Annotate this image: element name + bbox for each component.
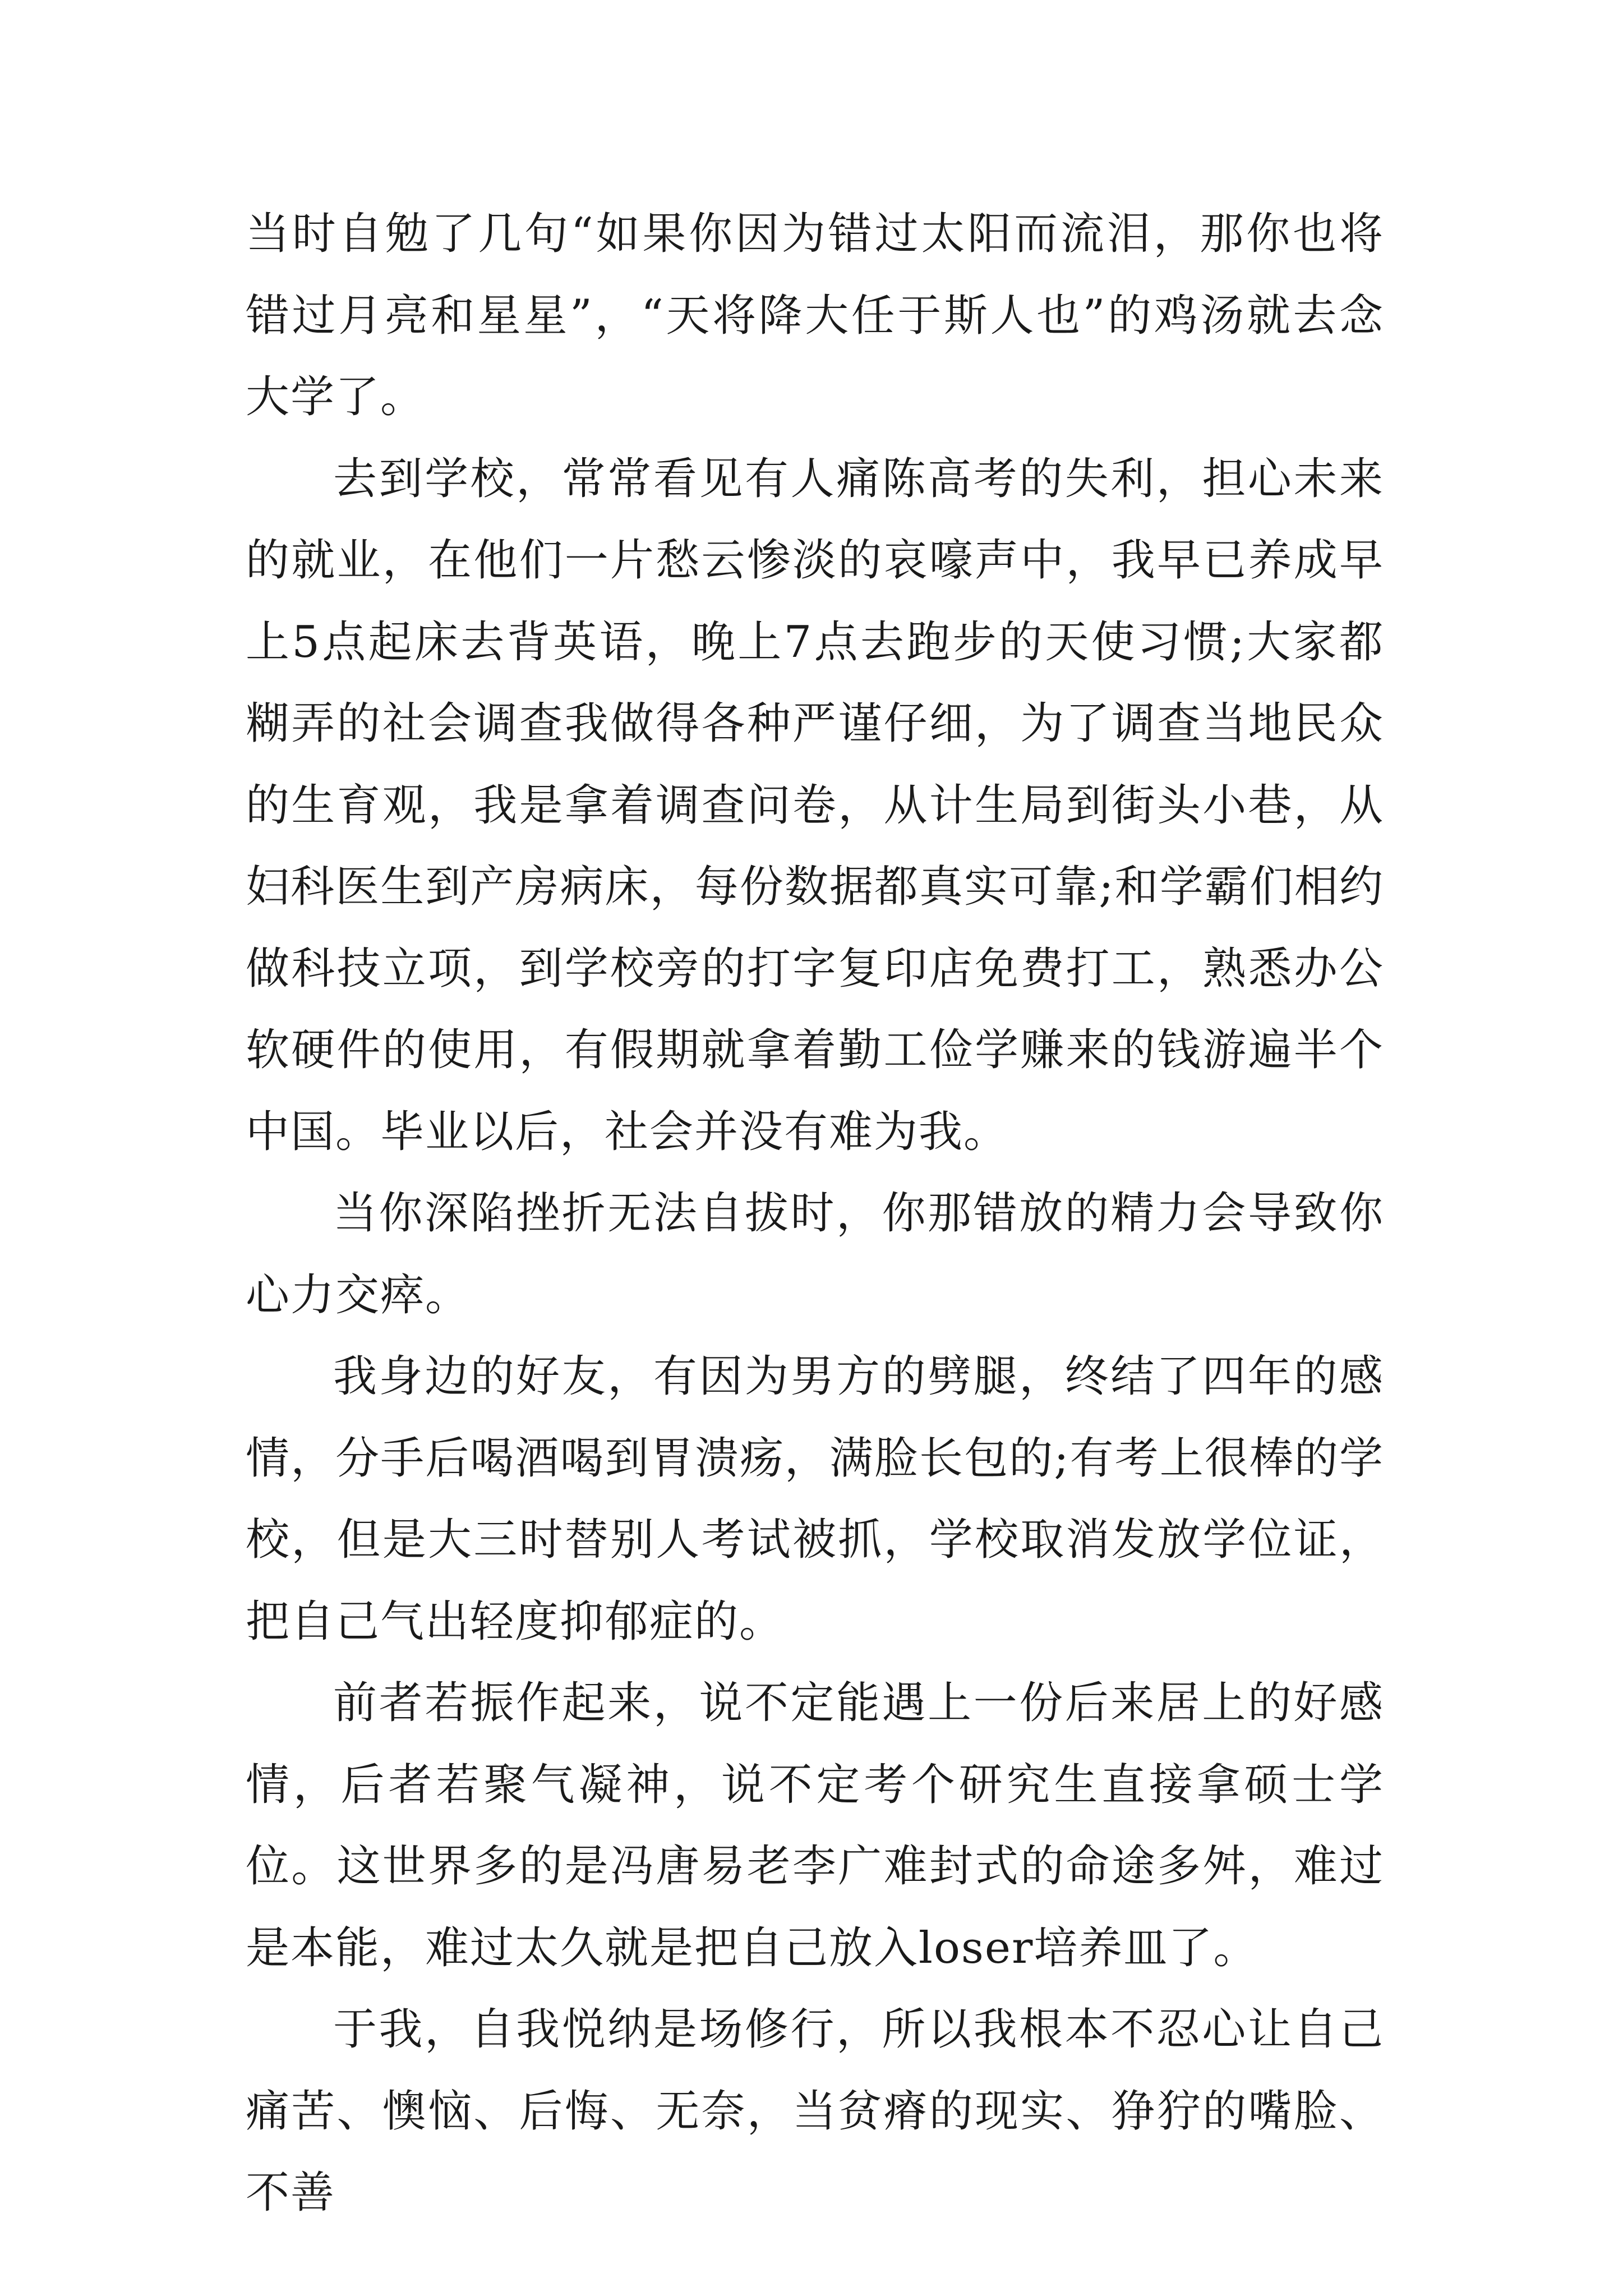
document-body bbox=[246, 194, 1384, 2234]
paragraph-4: 我身边的好友，有因为男方的劈腿，终结了四年的感情，分手后喝酒喝到胃溃疡，满脸长包的;有考上很棒的学校，但是大三时替别人考试被抓，学校取消发放学位证，把自己气出轻度抑郁症的。 bbox=[246, 1351, 1384, 1647]
paragraph-2: 去到学校，常常看见有人痛陈高考的失利，担心未来的就业，在他们一片愁云惨淡的哀嚎声中，我早已养成早上5点起床去背英语，晚上7点去跑步的天使习惯;大家都糊弄的社会调查我做得各种严谨仔细，为了调查当地民众的生育观，我是拿着调查问卷，从计生局到街头小巷，从妇科医生到产房病床，每份数据都真实可靠;和学霸们相约做科技立项，到学校旁的打字复印店免费打工，熟悉办公软硬件的使用，有假期就拿着勤工俭学赚来的钱游遍半个中国。毕业以后，社会并没有难为我。 bbox=[246, 453, 1384, 1157]
paragraph-1: 当时自勉了几句“如果你因为错过太阳而流泪，那你也将错过月亮和星星”，“天将降大任于斯人也”的鸡汤就去念大学了。 bbox=[246, 209, 1384, 422]
paragraph-6: 于我，自我悦纳是场修行，所以我根本不忍心让自己痛苦、懊恼、后悔、无奈，当贫瘠的现实、狰狞的嘴脸、不善 bbox=[246, 2004, 1384, 2218]
paragraph-5: 前者若振作起来，说不定能遇上一份后来居上的好感情，后者若聚气凝神，说不定考个研究生直接拿硕士学位。这世界多的是冯唐易老李广难封式的命途多舛，难过是本能，难过太久就是把自己放入loser培养皿了。 bbox=[246, 1678, 1384, 1973]
paragraph-3: 当你深陷挫折无法自拔时，你那错放的精力会导致你心力交瘁。 bbox=[246, 1188, 1384, 1320]
